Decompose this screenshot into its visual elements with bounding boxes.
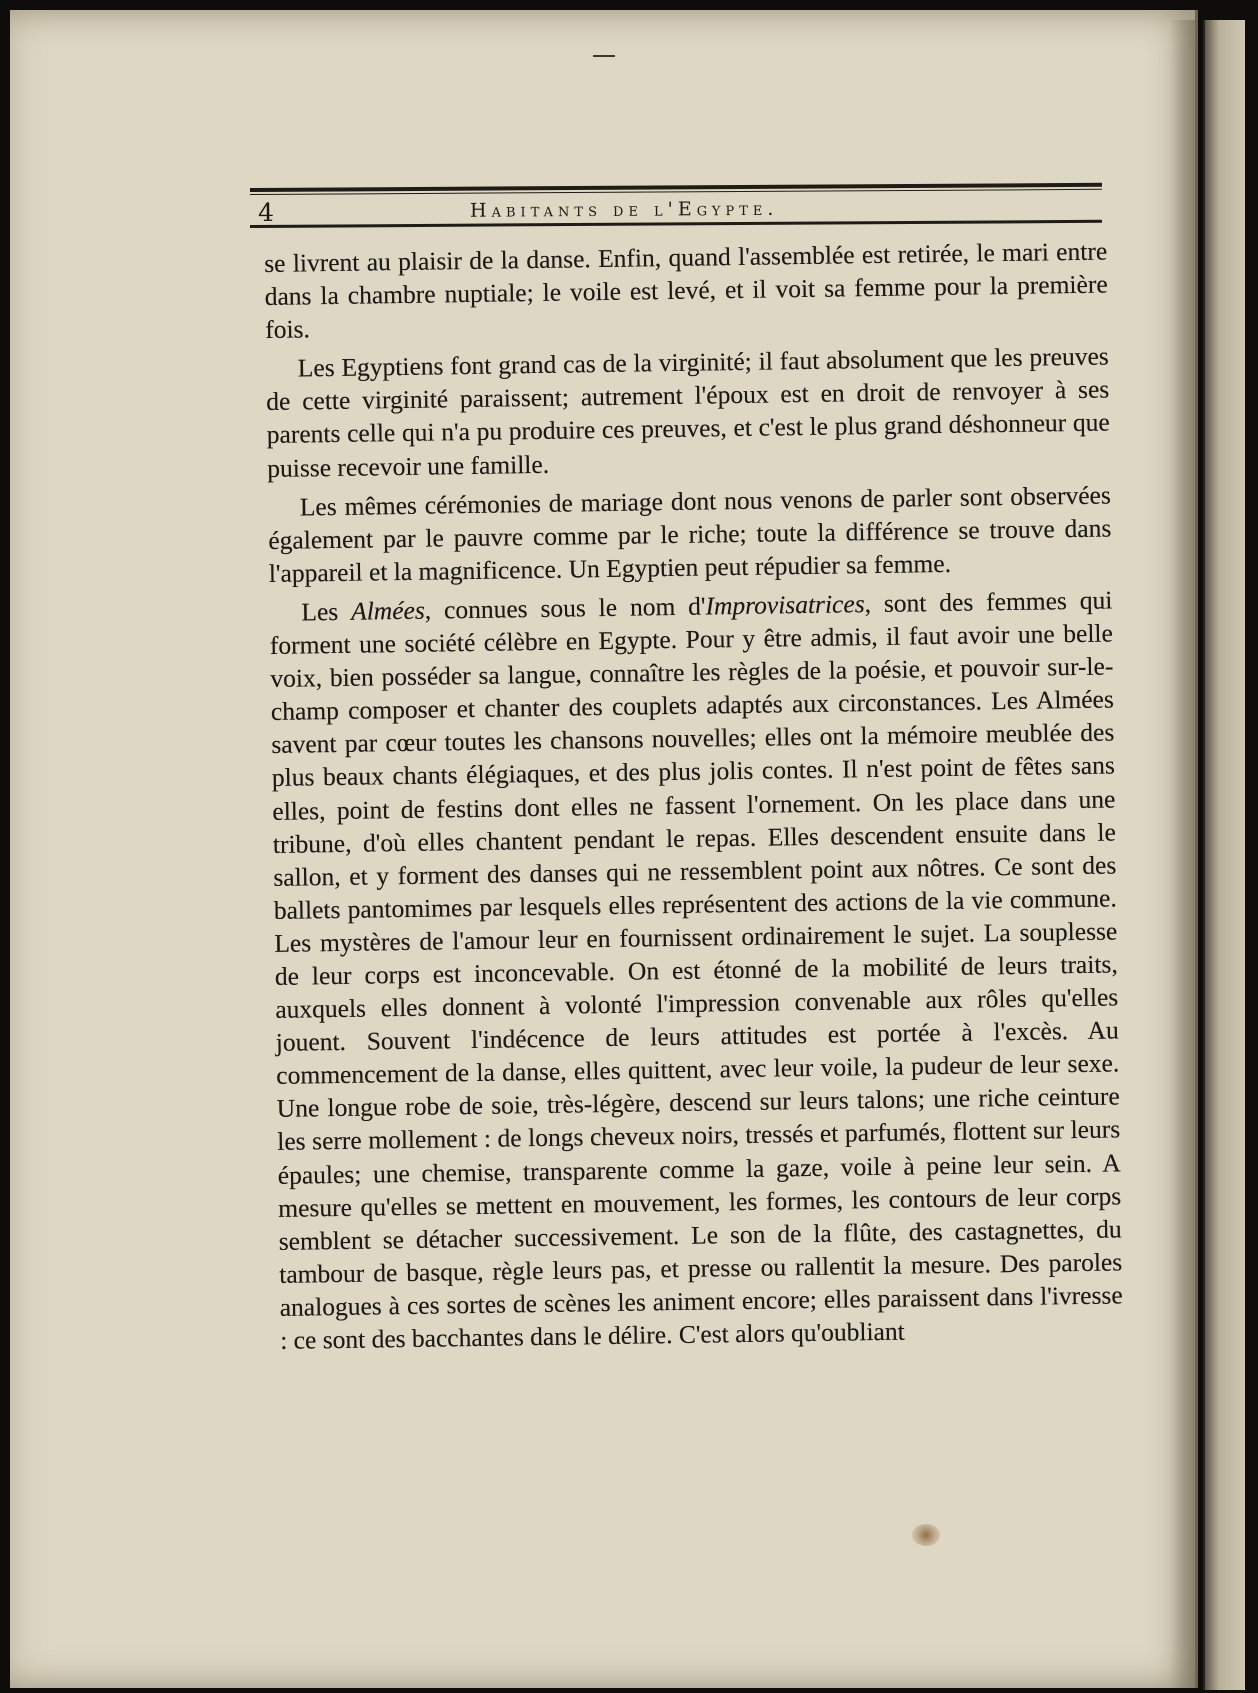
improvisatrices-term: Improvisatrices xyxy=(705,589,865,621)
top-mark xyxy=(593,55,615,57)
page-header xyxy=(257,191,1098,227)
almees-start: Les xyxy=(301,596,352,627)
paragraph-virginity: Les Egyptiens font grand cas de la virginité; il faut absolument que les preuves de cette virginité paraissent; autrement l'époux est en droit de renvoyer à ses parents celle qui n'a pu produire ces preuves, et c'est le plus grand déshonneur que puisse recevoir une famille. xyxy=(266,341,1110,483)
running-title: Habitants de l'Egypte. xyxy=(469,197,779,222)
almees-rest: , sont des femmes qui forment une société célèbre en Egypte. Pour y être admis, il faut avoir une belle voix, bien posséder sa langue, connaître les règles de la poésie, et pouvoir sur-le-champ composer et chanter des couplets adaptés aux circonstances. Les Almées savent par cœur toutes les chansons nouvelles; elles ont la mémoire meublée des plus beaux chants élégiaques, et des plus jolis contes. Il n'est point de fêtes sans elles, point de festins dont elles ne fassent l'ornement. On les place dans une tribune, d'où elles chantent pendant le repas. Elles descendent ensuite dans le sallon, et y forment des danses qui ne ressemblent point aux nôtres. Ce sont des ballets pantomimes par lesquels elles représentent des actions de la vie commune. Les mystères de l'amour leur en fournissent ordinairement le sujet. La souplesse de leur corps est inconcevable. On est étonné de la mobilité de leurs traits, auxquels elles donnent à volonté l'impression convenable aux rôles qu'elles jouent. Souvent l'indécence de leurs attitudes est portée à l'excès. Au commencement de la danse, elles quittent, avec leur voile, la pudeur de leur sexe. Une longue robe de soie, très-légère, descend sur leurs talons; une riche ceinture les serre mollement : de longs cheveux noirs, tressés et parfumés, flottent sur leurs épaules; une chemise, transparente comme la gaze, voile à peine leur sein. A mesure qu'elles se mettent en mouvement, les formes, les contours de leur corps semblent se détacher successivement. Le son de la flûte, des castagnettes, du tambour de basque, règle leurs pas, et presse ou rallentit la mesure. Des paroles analogues à ces sortes de scènes les animent encore; elles paraissent dans l'ivresse : ce sont des bacchantes dans le délire. C'est alors qu'oubliant xyxy=(269,585,1123,1355)
paragraph-almees xyxy=(269,583,1123,1357)
almees-mid: , connues sous le nom d' xyxy=(424,591,706,625)
page-gutter-shadow xyxy=(1170,20,1198,1688)
adjacent-page-edge xyxy=(1203,20,1245,1690)
page-number: 4 xyxy=(257,197,275,227)
paper-stain xyxy=(912,1524,940,1546)
paragraph-continuation: se livrent au plaisir de la danse. Enfin, quand l'assemblée est retirée, le mari entre dans la chambre nuptiale; le voile est levé, et il voit sa femme pour la première fois. xyxy=(264,236,1108,345)
paragraph-ceremonies: Les mêmes cérémonies de mariage dont nous venons de parler sont observées également par le pauvre comme par le riche; toute la différence se trouve dans l'appareil et la magnificence. Un Egyptien peut répudier sa femme. xyxy=(268,480,1112,588)
almees-term: Almées xyxy=(350,595,425,626)
body-text xyxy=(264,234,1123,1362)
